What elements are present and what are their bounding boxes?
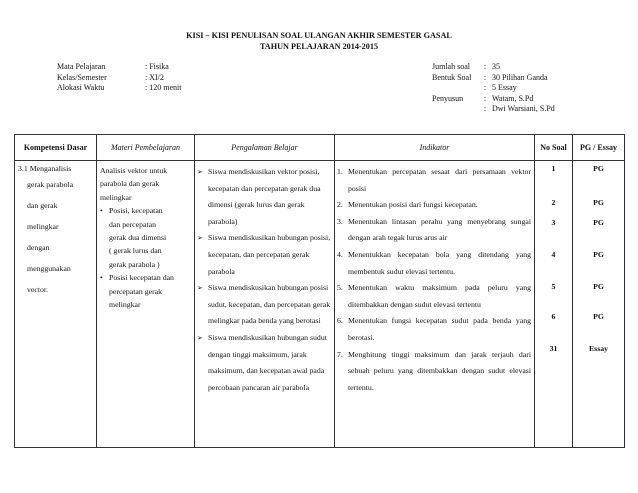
title-line-1: KISI – KISI PENULISAN SOAL ULANGAN AKHIR SEMESTER GASAL: [186, 31, 452, 40]
header-pg-essay: PG / Essay: [573, 135, 625, 161]
item-number: 2.: [337, 200, 343, 210]
list-item: [337, 214, 531, 247]
pg-essay-value: PG: [593, 282, 604, 291]
document-title: [0, 30, 638, 52]
meta-value: : Fisika: [145, 62, 169, 71]
no-soal-value: 6: [551, 312, 556, 321]
list-item: [337, 247, 531, 280]
mp-text: gerak parabola ): [109, 259, 160, 269]
pb-text: Siswa mendiskusikan hubungan sudut dengan tinggi maksimum, jarak maksimum, dan kecepatan awal pada percobaan pancaran air parabola: [208, 332, 327, 392]
cell-indikator: [335, 161, 535, 448]
meta-row: [432, 83, 555, 94]
pg-essay-value: PG: [593, 250, 604, 259]
arrow-bullet-icon: ➢: [197, 234, 203, 243]
meta-key: Bentuk Soal: [432, 72, 472, 82]
meta-colon: :: [483, 93, 487, 103]
kisi-kisi-table: [14, 134, 625, 448]
header-kompetensi-dasar: Kompetensi Dasar: [15, 135, 97, 161]
header-pengalaman-belajar: Pengalaman Belajar: [195, 135, 335, 161]
meta-colon: :: [483, 72, 487, 82]
bullet-icon: •: [100, 206, 103, 216]
indikator-text: Menentukan lintasan perahu yang menyebrang sungai dengan arah tegak lurus arus air: [348, 216, 531, 243]
kd-text: dengan: [27, 243, 50, 252]
meta-key: Alokasi Waktu: [57, 83, 105, 92]
table-row: [15, 161, 625, 448]
list-item: [197, 164, 331, 230]
header-indikator: Indikator: [335, 135, 535, 161]
indikator-text: Menentukan percepatan sesaat dari persamaan vektor posisi: [348, 167, 531, 193]
table-header-row: [15, 135, 625, 161]
meta-row: [57, 62, 181, 73]
mp-text: melingkar: [100, 192, 132, 202]
list-item: [197, 330, 331, 396]
bullet-icon: •: [100, 273, 103, 283]
cell-pengalaman-belajar: [195, 161, 335, 448]
arrow-bullet-icon: ➢: [197, 168, 203, 176]
cell-no-soal: [535, 161, 573, 448]
mp-text: dan percepatan: [109, 219, 156, 229]
mp-text: melingkar: [109, 300, 141, 310]
no-soal-value: 31: [549, 344, 558, 353]
no-soal-value: 5: [551, 282, 556, 291]
meta-value: 35: [492, 62, 500, 71]
meta-key: [432, 83, 478, 94]
meta-row: [57, 73, 181, 84]
pb-text: Siswa mendiskusikan vektor posisi, kecepatan dan percepatan gerak dua dimensi (gerak lurus dan gerak parabola): [208, 167, 321, 226]
pb-text: Siswa mendiskusikan hubungan posisi, kecepatan, dan percepatan gerak parabola: [208, 233, 331, 276]
item-number: 5.: [337, 283, 343, 293]
list-item: [337, 313, 531, 346]
list-item: [197, 280, 331, 330]
indikator-text: Menentukan fungsi kecepatan sudut pada benda yang berotasi.: [348, 316, 531, 342]
mp-text: parabola dan gerak: [100, 179, 160, 189]
item-number: 4.: [337, 249, 343, 259]
pg-essay-value: PG: [593, 312, 604, 321]
list-item: [197, 230, 331, 280]
no-soal-value: 2: [551, 198, 556, 207]
mp-text: Posisi, kecepatan: [109, 206, 163, 216]
kd-text: menggunakan: [27, 264, 71, 273]
meta-key: Penyusun: [432, 93, 464, 103]
mp-text: Analisis vektor untuk: [100, 166, 168, 175]
kd-text: vector.: [27, 285, 48, 294]
meta-value: 5 Essay: [492, 83, 517, 92]
meta-key: Jumlah soal: [432, 62, 470, 71]
kd-text: 3.1 Menganalisis: [18, 164, 72, 173]
meta-row: [57, 83, 181, 94]
item-number: 3.: [337, 216, 343, 226]
arrow-bullet-icon: ➢: [197, 333, 203, 342]
meta-value: : XI/2: [145, 72, 164, 82]
meta-row: [432, 94, 555, 105]
list-item: [337, 280, 531, 313]
pg-essay-value: PG: [593, 218, 604, 227]
meta-right: [432, 62, 555, 115]
meta-colon: :: [483, 62, 487, 71]
mp-text: ( gerak lurus dan: [109, 246, 162, 256]
mp-text: Posisi kecepatan dan: [109, 273, 174, 283]
meta-key: [432, 104, 478, 115]
indikator-text: Menentukan posisi dari fungsi kecepatan.: [348, 200, 478, 210]
no-soal-value: 3: [551, 218, 556, 227]
item-number: 7.: [337, 349, 343, 359]
meta-colon: :: [483, 83, 487, 92]
kd-text: dan gerak: [27, 201, 58, 210]
indikator-text: Menentukkan kecepatan bola yang ditendang yang membentuk sudut elevasi tertentu.: [348, 249, 531, 276]
indikator-text: Menentukan waktu maksimum pada peluru yang ditembakkan dengan sudut elevasi tertentu: [348, 283, 531, 309]
meta-row: [432, 104, 555, 115]
meta-key: Kelas/Semester: [57, 72, 107, 82]
list-item: [337, 164, 531, 197]
pb-text: Siswa mendiskusikan hubungan posisi sudut, kecepatan, dan percepatan gerak melingkar pada benda yang berotasi: [208, 283, 331, 326]
kd-text: melingkar: [27, 222, 59, 231]
no-soal-value: 1: [551, 164, 556, 173]
indikator-text: Menghitung tinggi maksimum dan jarak terjauh dari sebuah peluru yang ditembakkan dengan sudut elevasi tertentu.: [348, 349, 531, 392]
meta-value: 30 Pilihan Ganda: [492, 72, 548, 82]
no-soal-value: 4: [551, 250, 556, 259]
list-item: [100, 204, 191, 271]
meta-row: [432, 73, 555, 84]
title-line-2: TAHUN PELAJARAN 2014-2015: [259, 42, 379, 51]
arrow-bullet-icon: ➢: [197, 284, 203, 293]
meta-key: Mata Pelajaran: [57, 62, 106, 71]
kd-text: gerak parabola: [27, 180, 74, 189]
mp-text: gerak dua dimensi: [109, 233, 167, 243]
pg-essay-value: PG: [593, 164, 604, 173]
meta-value: Dwi Warsiani, S.Pd: [492, 104, 555, 113]
pg-essay-value: Essay: [588, 344, 609, 353]
header-materi-pembelajaran: Materi Pembelajaran: [97, 135, 195, 161]
list-item: [100, 271, 191, 311]
header-no-soal: No Soal: [535, 135, 573, 161]
meta-colon: :: [483, 104, 487, 113]
meta-value: Watam, S.Pd: [492, 93, 534, 103]
pg-essay-value: PG: [593, 198, 604, 207]
meta-value: : 120 menit: [145, 83, 182, 92]
cell-kompetensi-dasar: [15, 161, 97, 448]
item-number: 1.: [337, 167, 343, 176]
list-item: [337, 347, 531, 397]
cell-pg-essay: [573, 161, 625, 448]
meta-row: [432, 62, 555, 73]
cell-materi-pembelajaran: [97, 161, 195, 448]
meta-left: [57, 62, 181, 94]
mp-text: percepatan gerak: [109, 286, 163, 296]
item-number: 6.: [337, 316, 343, 326]
list-item: [337, 197, 531, 214]
